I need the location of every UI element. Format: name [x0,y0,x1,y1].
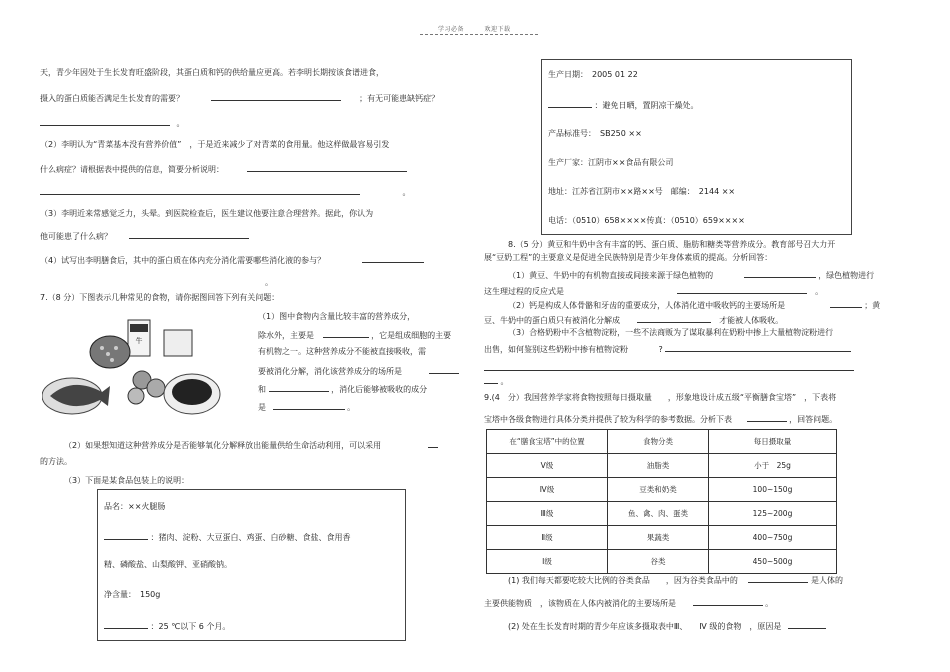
answer-blank[interactable] [637,314,711,323]
q7-1-e [258,365,459,377]
q9-1-a [508,574,843,586]
answer-blank[interactable] [747,413,787,422]
answer-blank[interactable] [748,574,808,583]
q9-1-c [484,597,773,609]
text: ，绿色植物进行 [818,271,875,280]
q8-2-a [508,299,880,311]
text: ；有无可能患缺钙症？ [359,94,440,103]
text: （1）黄豆、牛奶中的有机物直接或间接来源于绿色植物的 [508,271,714,280]
table-cell: 果蔬类 [608,526,709,550]
text: ? [658,345,663,354]
table-cell: 450~500g [709,550,837,574]
q9-a: 9.(4 分）我国营养学家将食物按照每日摄取量 ，形象地设计成五级“平衡膳食宝塔” ，下表将 [484,393,837,402]
food-label-box-2 [541,59,852,235]
answer-blank[interactable] [129,230,249,239]
label-ingredients [104,531,351,543]
answer-blank[interactable] [788,620,826,629]
table-cell: 小于 25g [709,454,837,478]
table-header: 在“膳食宝塔”中的位置 [487,430,608,454]
q7-1-f [258,383,427,395]
text: 他可能患了什么病？ [40,232,112,241]
label-weight: 净含量： 150g [104,590,161,599]
q6-1-line [40,92,439,104]
answer-blank[interactable] [830,299,862,308]
table-cell: Ⅴ级 [487,454,608,478]
text: 出售，如何鉴别这些奶粉中掺有植物淀粉 [484,345,628,354]
text: 宝塔中各级食物进行具体分类并提供了较为科学的参考数据。分析下表 [484,415,732,424]
text: 主要供能物质 ，该物质在人体内被消化的主要场所是 [484,599,676,608]
table-cell: 谷类 [608,550,709,574]
label-phone: 电话：（0510）658××××传真：（0510）659×××× [548,216,745,225]
food-pyramid-table [486,429,837,574]
q6-3-line-b [40,230,249,242]
answer-blank[interactable] [484,375,498,384]
table-cell: 400~750g [709,526,837,550]
answer-blank[interactable] [211,92,341,101]
q7-1-b [258,329,451,341]
text: 除水外，主要是 [258,331,314,340]
q8-3-b [484,343,851,355]
text: ：猪肉、淀粉、大豆蛋白、鸡蛋、白砂糖、食盐、食用香 [150,533,351,542]
text: 。 [176,119,185,128]
label-standard: 产品标准号： SB250 ×× [548,129,642,138]
table-row [487,478,837,502]
answer-blank[interactable] [323,329,369,338]
label-maker: 生产厂家：江阴市××食品有限公司 [548,158,674,167]
table-cell: Ⅲ级 [487,502,608,526]
text: ，它是组成细胞的主要 [371,331,452,340]
label-name: 品名：××火腿肠 [104,502,166,511]
text: （4）试写出李明膳食后，其中的蛋白质在体内充分消化需要哪些消化液的参与？ [40,256,326,265]
text-line: 天，青少年因处于生长发育旺盛阶段，其蛋白质和钙的供给量应更高。若李明长期按该食谱进食， [40,68,384,77]
answer-blank[interactable] [362,254,424,263]
q7-title: 7.（8 分）下图表示几种常见的食物，请你据图回答下列有关问题： [40,293,280,302]
q6-4-end: 。 [265,278,273,287]
answer-blank[interactable] [428,439,438,448]
q7-1-h [258,401,355,413]
text: (1) 我们每天都要吃较大比例的谷类食品 ，因为谷类食品中的 [508,576,738,585]
q6-2-line: （2）李明认为“青菜基本没有营养价值” ，于是近来减少了对青菜的食用量。他这样做最容易引发 [40,140,390,149]
text: （2）如果想知道这种营养成分是否能够氧化分解释放出能量供给生命活动利用，可以采用 [64,441,382,450]
q7-3: （3）下面是某食品包装上的说明： [64,476,190,485]
table-cell: 油脂类 [608,454,709,478]
text: 。 [500,377,509,386]
answer-blank[interactable] [548,99,592,108]
q7-1-a: （1）图中食物内含量比较丰富的营养成分， [258,312,416,321]
text: ：25 ℃以下 6 个月。 [150,622,231,631]
q6-2-line-c [40,186,411,198]
table-cell: 125~200g [709,502,837,526]
answer-blank[interactable] [693,597,763,606]
table-row [487,550,837,574]
table-row [487,454,837,478]
q7-2-a [64,439,438,451]
svg-text:牛: 牛 [135,337,143,345]
text: 豆、牛奶中的蛋白质只有被消化分解成 [484,316,620,325]
q8-b: 展“豆奶工程”的主要意义是促进全民族特别是青少年身体素质的提高。分析回答： [484,253,773,262]
q6-3-line: （3）李明近来常感觉乏力，头晕。到医院检查后，医生建议他要注意合理营养。据此，你认为 [40,209,374,218]
answer-blank[interactable] [247,163,407,172]
q6-2-line-b [40,163,407,175]
table-cell: Ⅰ级 [487,550,608,574]
text: ；黄 [864,301,881,310]
text: 。 [402,188,411,197]
table-row [487,502,837,526]
table-header-row [487,430,837,454]
text: 。 [347,403,356,412]
table-header: 食物分类 [608,430,709,454]
q8-2-c [484,314,783,326]
text: ：避免日晒，置阴凉干燥处。 [594,101,699,110]
text: 是 [258,403,266,412]
q7-2-b: 的方法。 [40,457,72,466]
text: ，回答问题。 [789,415,838,424]
answer-blank[interactable] [273,401,345,410]
text: 要被消化分解，消化该营养成分的场所是 [258,367,402,376]
header-left: 学习必备 [438,26,465,33]
q8-1-c [484,285,823,297]
answer-blank[interactable] [744,269,816,278]
label-storage [104,620,230,632]
table-cell: Ⅳ级 [487,478,608,502]
text: 是人体的 [810,576,843,585]
text: 摄入的蛋白质能否满足生长发育的需要？ [40,94,184,103]
answer-blank[interactable] [104,620,148,629]
answer-blank[interactable] [665,343,851,352]
text: 。 [765,599,774,608]
text: 才能被人体吸收。 [719,316,784,325]
answer-blank[interactable] [104,531,148,540]
table-cell: Ⅱ级 [487,526,608,550]
answer-blank[interactable] [484,362,854,371]
text: 。 [815,287,824,296]
q9-b [484,413,837,425]
food-label-box [97,489,406,641]
table-cell: 豆类和奶类 [608,478,709,502]
q7-1-d: 有机物之一。这种营养成分不能被直接吸收，需 [258,347,426,356]
answer-blank[interactable] [269,383,329,392]
q8-3-a: （3）合格奶粉中不含植物淀粉，一些不法商贩为了谋取暴利在奶粉中掺上大量植物淀粉进行 [508,328,834,337]
answer-blank[interactable] [677,285,807,294]
food-photo-icon [42,318,222,426]
q8-a: 8.（5 分）黄豆和牛奶中含有丰富的钙、蛋白质、脂肪和糖类等营养成分。教育部号召大力开 [508,240,836,249]
table-header: 每日摄取量 [709,430,837,454]
q6-4-line [40,254,424,266]
table-cell: 鱼、禽、肉、蛋类 [608,502,709,526]
text: 这生理过程的反应式是 [484,287,564,296]
answer-blank[interactable] [40,117,170,126]
text: （2）钙是构成人体骨骼和牙齿的重要成分，人体消化道中吸收钙的主要场所是 [508,301,786,310]
label-address: 地址：江苏省江阴市××路××号 邮编： 2144 ×× [548,187,736,196]
text: (2) 处在生长发育时期的青少年应该多摄取表中Ⅲ、 Ⅳ 级的食物 ，原因是 [508,622,782,631]
q8-1-a [508,269,874,281]
label-ingredients-b: 精、磷酸盐、山梨酸钾、亚硝酸钠。 [104,560,232,569]
label2-storage [548,99,699,111]
header-right: 欢迎下载 [484,26,511,33]
text: ，消化后能够被吸收的成分 [331,385,428,394]
q8-3-c [484,362,854,374]
q9-2-a [508,620,826,632]
text: 和 [258,385,266,394]
answer-blank[interactable] [429,365,459,374]
table-cell: 100~150g [709,478,837,502]
label-date: 生产日期： 2005 01 22 [548,70,638,79]
q6-1-end [40,117,185,129]
table-row [487,526,837,550]
page-header [420,24,538,35]
answer-blank[interactable] [40,186,360,195]
q8-3-d [484,375,509,387]
text: 什么病症？请根据表中提供的信息，简要分析说明： [40,165,224,174]
